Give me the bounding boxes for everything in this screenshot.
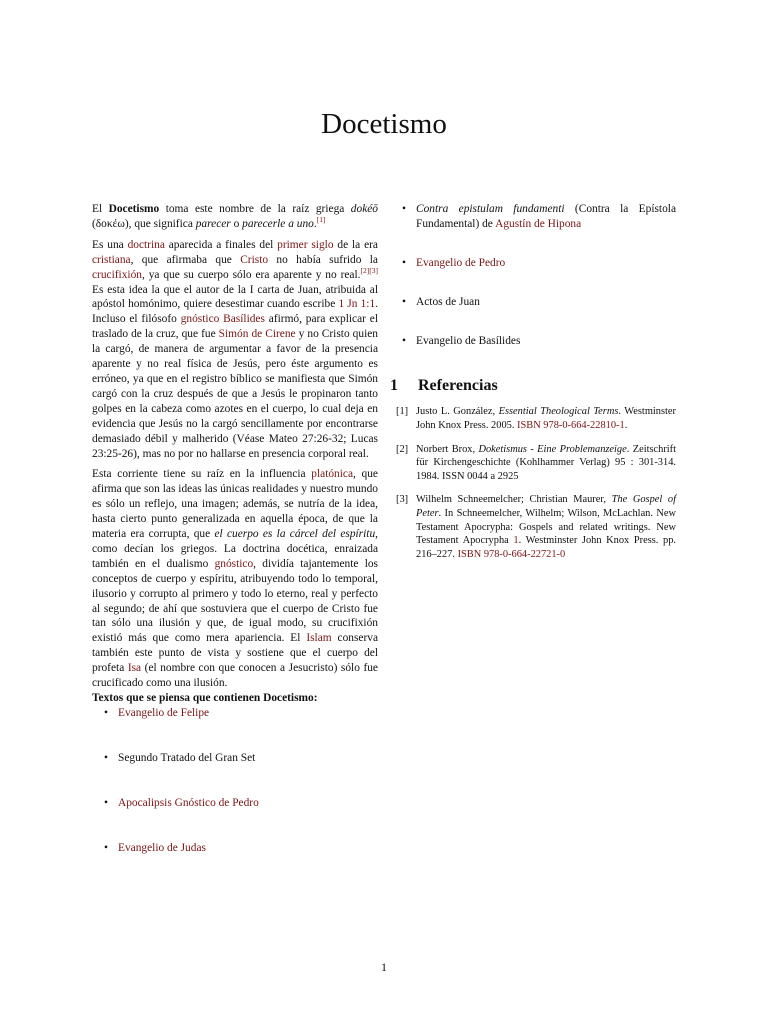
text: , que afirma que son las ideas las únicas realidades y nuestro mundo es sólo un reflejo, una imagen; además, se nutría de la idea, hasta cierto punto generalizada en aquella época, de que la materia era corrupta, que	[92, 468, 378, 541]
page-number: 1	[381, 960, 387, 974]
link-evangelio-judas[interactable]: Evangelio de Judas	[118, 841, 206, 854]
text: no había sufrido la	[268, 253, 378, 266]
phrase-carcel: el cuerpo es la cárcel del espíritu	[214, 528, 376, 541]
text: de la era	[333, 238, 378, 251]
greek-word: dokéō	[350, 203, 378, 215]
text: , que afirmaba que	[130, 253, 241, 266]
title-contra-epistulam: Contra epistulam fundamenti	[416, 203, 565, 215]
reference-item	[390, 405, 676, 432]
text: aparecida a finales del	[164, 238, 278, 251]
item-actos-juan: Actos de Juan	[416, 295, 480, 308]
link-crucifixion[interactable]: crucifixión	[92, 268, 142, 281]
link-cristo[interactable]: Cristo	[240, 253, 269, 266]
text: . Incluso el filósofo	[92, 298, 379, 326]
left-column	[92, 202, 378, 886]
reference-title: Doketismus - Eine Problemanzeige	[478, 443, 627, 455]
text: . Westminster John Knox Press. 2005.	[416, 406, 676, 432]
section-title: Referencias	[418, 376, 498, 394]
link-cristiana[interactable]: cristiana	[92, 253, 131, 266]
ref-link-2[interactable]: [2]	[360, 265, 370, 275]
link-platonica[interactable]: platónica	[311, 468, 354, 481]
reference-title: The Gospel of Peter	[416, 494, 676, 519]
link-1-jn[interactable]: 1 Jn 1:1	[338, 298, 376, 311]
link-doctrina[interactable]: doctrina	[127, 238, 165, 251]
text: El	[92, 203, 109, 215]
text: toma este nombre de la raíz griega	[159, 203, 351, 215]
text: .	[313, 217, 317, 230]
link-simon-de-cirene[interactable]: Simón de Cirene	[218, 328, 296, 341]
text: (el nombre con que conocen a Jesucristo) sólo fue crucificado como una ilusión.	[92, 662, 378, 690]
link-evangelio-felipe[interactable]: Evangelio de Felipe	[118, 706, 210, 719]
section-heading-referencias	[390, 376, 676, 394]
word-parecer: parecer	[195, 217, 231, 230]
intro-paragraph	[92, 202, 378, 232]
bullet-icon: •	[104, 706, 108, 719]
list-item	[92, 841, 378, 856]
text: afirmó, para explicar el traslado de la cruz, que fue	[92, 313, 378, 341]
bullet-icon: •	[402, 203, 406, 215]
text: , ya que su cuerpo sólo era aparente y no real.	[141, 268, 361, 281]
text: Es una	[92, 238, 128, 251]
link-isa[interactable]: Isa	[127, 662, 142, 675]
item-segundo-tratado: Segundo Tratado del Gran Set	[118, 751, 256, 764]
link-islam[interactable]: Islam	[306, 632, 332, 645]
link-gnostico[interactable]: gnóstico	[214, 557, 254, 570]
link-agustin-hipona[interactable]: Agustín de Hipona	[495, 217, 582, 230]
text: .	[624, 420, 628, 432]
bullet-icon: •	[104, 841, 108, 854]
text: y no Cristo quien la cargó, de manera de argumentar a favor de la presencia aparente y no real física de Jesús, pero éste argumento es erróneo, ya que en el registro bíblico se manifiesta que Simón cargó con la cruz después de que a Jesús le propinaron tanto golpes en la cabeza como azotes en el cuerpo, lo cual deja en evidencia que Jesús no la cargó sencillamente por encontrarse demasiado débil y malherido (Véase Mateo 27:26-32; Lucas 23:25-26), mas no por no hallarse en presencia corporal real.	[92, 328, 378, 460]
page-title: Docetismo	[321, 108, 447, 140]
link-gnostico-basilides[interactable]: gnóstico Basílides	[180, 313, 265, 326]
references-list	[390, 405, 676, 561]
bullet-icon: •	[104, 751, 108, 764]
bullet-icon: •	[402, 295, 406, 308]
texts-list-continued	[390, 202, 676, 349]
bullet-icon: •	[402, 256, 406, 269]
list-item	[390, 334, 676, 349]
reference-label: [1]	[396, 406, 409, 418]
item-evangelio-basilides: Evangelio de Basílides	[416, 334, 521, 347]
texts-heading: Textos que se piensa que contienen Docetismo:	[92, 692, 318, 704]
text: , como decían los griegos. La doctrina docética, enraizada también en el dualismo	[92, 528, 378, 570]
list-item	[390, 202, 676, 232]
text: o	[230, 217, 243, 230]
link-volume-1[interactable]: 1	[513, 535, 519, 547]
reference-item	[390, 493, 676, 561]
text: Esta corriente tiene su raíz en la influencia	[92, 468, 312, 481]
text: Norbert Brox,	[416, 443, 479, 455]
link-isbn-1[interactable]: ISBN 978-0-664-22810-1	[517, 420, 625, 432]
text: . In Schneemelcher, Wilhelm; Wilson, McLachlan. New Testament Apocrypha: Gospels and related writings. New Testament Apocrypha	[416, 508, 676, 547]
reference-label: [2]	[396, 443, 409, 455]
text: Es esta idea la que el autor de la I carta de Juan, atribuida al apóstol homónimo, quiere desestimar cuando escribe	[92, 283, 378, 311]
text: , dividía tajantemente los conceptos de cuerpo y espíritu, atribuyendo todo lo temporal, ilusorio y corrupto al primero y todo lo eterno, real y perfecto al segundo; de ahí que sostuviera que el cuerpo de Cristo fue tan sólo una ilusión y que, de igual modo, su crucifixión existió más que como mera apariencia. El	[92, 557, 378, 645]
ref-link-3[interactable]: [3]	[369, 265, 378, 275]
list-item	[92, 751, 378, 766]
paragraph-doctrina	[92, 238, 378, 462]
text: Justo L. González,	[416, 406, 499, 418]
text: (δοκέω), que significa	[92, 217, 196, 230]
paragraph-platonica	[92, 467, 378, 691]
texts-list	[92, 706, 378, 856]
ref-link-1[interactable]: [1]	[316, 215, 326, 225]
reference-title: Essential Theological Terms	[498, 406, 619, 418]
text: . Westminster John Knox Press. pp. 216–227.	[416, 535, 676, 560]
text: (Contra la Epístola Fundamental) de	[416, 203, 676, 230]
reference-item	[390, 443, 676, 484]
list-item	[92, 796, 378, 811]
bullet-icon: •	[402, 334, 406, 347]
text: Wilhelm Schneemelcher; Christian Maurer,	[416, 494, 612, 506]
text: . Zeitschrift für Kirchengeschichte (Kohlhammer Verlag) 95 : 301-314. 1984. ISSN 0044 a 2925	[416, 443, 677, 482]
list-item	[390, 256, 676, 271]
link-isbn-3[interactable]: ISBN 978-0-664-22721-0	[457, 548, 566, 560]
term-docetismo: Docetismo	[108, 203, 160, 215]
link-apocalipsis-gnostico[interactable]: Apocalipsis Gnóstico de Pedro	[118, 796, 259, 809]
phrase-parecerle: parecerle a uno	[242, 217, 314, 230]
text: conserva también este punto de vista y sostiene que el cuerpo del profeta	[92, 632, 379, 675]
bullet-icon: •	[104, 796, 108, 809]
list-item	[92, 706, 378, 721]
link-evangelio-pedro[interactable]: Evangelio de Pedro	[416, 256, 506, 269]
link-primer-siglo[interactable]: primer siglo	[277, 238, 334, 251]
list-item	[390, 295, 676, 310]
reference-label: [3]	[396, 494, 409, 506]
section-number: 1	[390, 376, 398, 394]
right-column	[390, 202, 676, 571]
